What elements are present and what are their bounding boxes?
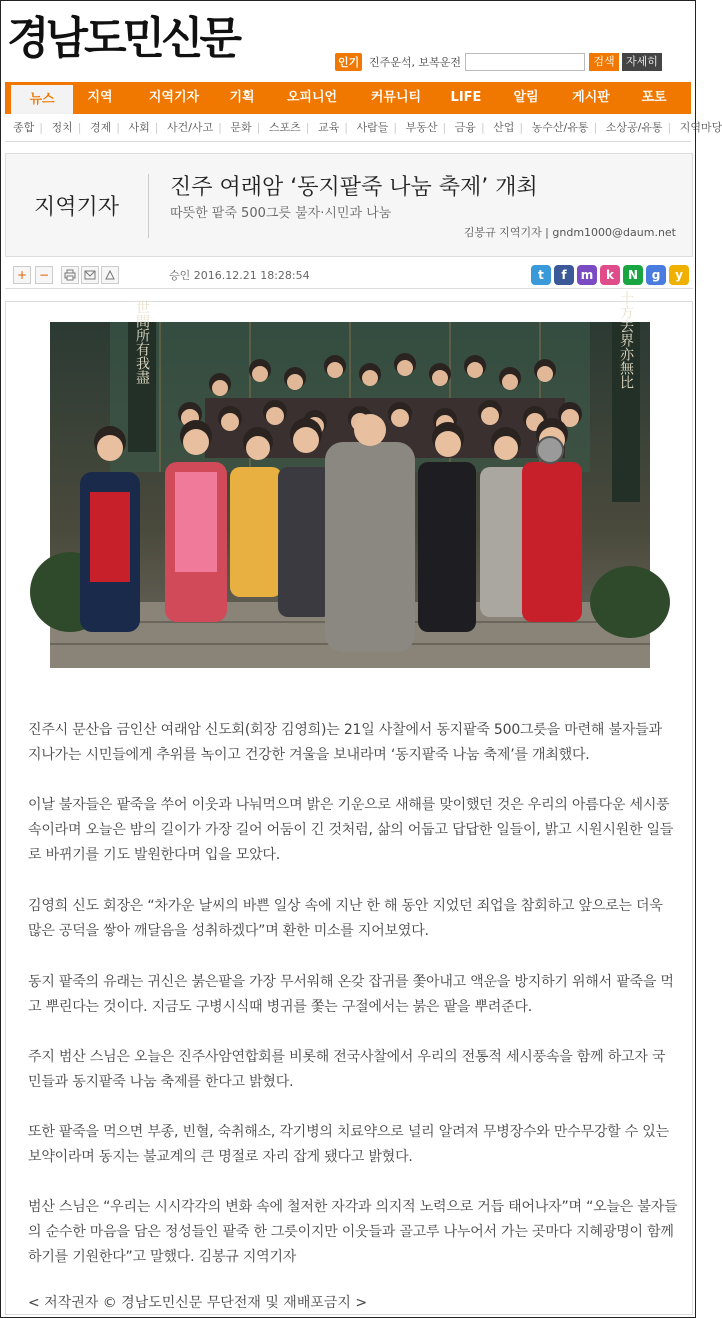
scrap-icon[interactable] [101, 266, 119, 284]
divider: | [480, 121, 485, 134]
nav-item-notice[interactable]: 알림 [513, 90, 539, 105]
subnav-item[interactable]: 교육 [317, 121, 340, 134]
yozm-share-icon[interactable]: y [669, 265, 689, 285]
subnav-item[interactable]: 경제 [89, 121, 112, 134]
nav-item-local-reporter[interactable]: 지역기자 [148, 90, 200, 105]
divider: | [256, 121, 261, 134]
naver-share-icon[interactable]: N [623, 265, 643, 285]
subnav-item[interactable]: 금융 [454, 121, 476, 134]
subnav-item[interactable]: 사건/사고 [166, 121, 214, 134]
article-paragraph: 범산 스님은 “우리는 시시각각의 변화 속에 철저한 자각과 의지적 노력으로 거듭 태어나자”며 “오늘은 불자들의 순수한 마음을 담은 정성들인 팥죽 한 그릇이지만 이웃들과 골고루 나누어서 가는 곳마다 지혜광명이 함께하기를 기원한다”고 말했다. 김봉규 지역기자 [28, 1199, 678, 1265]
font-increase-button[interactable]: + [13, 266, 31, 284]
nav-item-board[interactable]: 게시판 [572, 90, 610, 105]
subnav-item[interactable]: 종합 [13, 121, 35, 134]
main-nav [5, 82, 691, 114]
divider: | [39, 121, 43, 134]
article-paragraph: 진주시 문산읍 금인산 여래암 신도회(회장 김영희)는 21일 사찰에서 동지팥죽 500그릇을 마련해 불자들과 지나가는 시민들에게 추위를 녹이고 건강한 겨울을 보내라며 ‘동지팥죽 나눔 축제’를 개최했다. [28, 722, 662, 763]
detail-search-button[interactable]: 자세히 [622, 53, 662, 71]
divider: | [77, 121, 82, 134]
subnav-item[interactable]: 산업 [493, 121, 515, 134]
approved-timestamp: 승인 2016.12.21 18:28:54 [169, 269, 310, 282]
divider: | [667, 121, 672, 134]
kakao-share-icon[interactable]: k [600, 265, 620, 285]
divider: | [218, 121, 222, 134]
masthead [1, 1, 695, 81]
divider: | [393, 121, 398, 134]
article-paragraph: 이날 불자들은 팥죽을 쑤어 이웃과 나눠먹으며 밝은 기운으로 새해를 맞이했던 것은 우리의 아름다운 세시풍속이라며 오늘은 밤의 길이가 가장 길어 어둠이 긴 것처럼, 삶의 어둡고 답답한 일들이, 밝고 시원시원한 일들로 바뀌기를 기도 발원한다며 입을 모았다. [28, 797, 674, 863]
divider [148, 174, 149, 238]
subnav-item[interactable]: 지역마당 [679, 121, 722, 134]
google-share-icon[interactable]: g [646, 265, 666, 285]
twitter-share-icon[interactable]: t [531, 265, 551, 285]
subnav-item[interactable]: 사람들 [356, 121, 389, 134]
nav-item-photo[interactable]: 포토 [641, 90, 667, 105]
nav-item-life[interactable]: LIFE [450, 90, 482, 105]
nav-item-region[interactable]: 지역 [87, 90, 113, 105]
article-headline: 진주 여래암 ‘동지팥죽 나눔 축제’ 개최 [170, 175, 538, 200]
divider: | [116, 121, 120, 134]
divider: | [593, 121, 598, 134]
article-photo [50, 291, 650, 668]
subnav-item[interactable]: 소상공/유통 [605, 121, 663, 134]
search-button[interactable]: 검색 [589, 53, 619, 71]
print-icon[interactable] [61, 266, 79, 284]
article-body [5, 291, 693, 1315]
nav-item-community[interactable]: 커뮤니티 [370, 90, 422, 105]
subnav-item[interactable]: 정치 [51, 121, 73, 134]
article-header [5, 153, 693, 257]
sub-nav [5, 114, 722, 142]
copyright-notice: < 저작권자 © 경남도민신문 무단전재 및 재배포금지 > [28, 1295, 368, 1311]
photo-sign-right: 十方去界亦無比 [618, 291, 634, 389]
font-decrease-button[interactable]: − [35, 266, 53, 284]
facebook-share-icon[interactable]: f [554, 265, 574, 285]
article-paragraph: 동지 팥죽의 유래는 귀신은 붉은팥을 가장 무서워해 온갖 잡귀를 쫓아내고 액운을 방지하기 위해서 팥죽을 먹고 뿌린다는 것이다. 지금도 구병시식때 병귀를 쫓는 구절에서는 붉은 팥을 뿌려준다. [28, 974, 674, 1015]
divider: | [442, 121, 447, 134]
nav-item-feature[interactable]: 기획 [229, 90, 255, 105]
divider: | [305, 121, 310, 134]
nav-item-news[interactable]: 뉴스 [11, 82, 73, 114]
divider: | [344, 121, 348, 134]
nav-item-opinion[interactable]: 오피니언 [286, 90, 338, 105]
hot-keyword-badge: 인기 [335, 53, 362, 71]
site-logo[interactable]: 경남도민신문 [7, 13, 239, 64]
section-label[interactable]: 지역기자 [34, 195, 120, 220]
article-tools [5, 259, 693, 289]
photo-sign-left: 世間所有我盡 [134, 300, 150, 384]
subnav-item[interactable]: 부동산 [405, 121, 438, 134]
subnav-item[interactable]: 스포츠 [268, 121, 301, 134]
article-paragraph: 주지 범산 스님은 오늘은 진주사암연합회를 비롯해 전국사찰에서 우리의 전통적 세시풍속을 함께 하고자 국민들과 동지팥죽 나눔 축제를 한다고 밝혔다. [28, 1049, 666, 1090]
subnav-item[interactable]: 농수산/유통 [531, 121, 589, 134]
article-byline: 김봉규 지역기자 | gndm1000@daum.net [463, 226, 676, 239]
search-input[interactable] [465, 53, 585, 71]
article-paragraph: 또한 팥죽을 먹으면 부종, 빈혈, 숙취해소, 각기병의 치료약으로 널리 알려져 무병장수와 만수무강할 수 있는 보약이라며 동지는 불교계의 큰 명절로 자리 잡게 됐다고 밝혔다. [28, 1124, 669, 1165]
divider: | [519, 121, 524, 134]
hot-keywords[interactable]: 진주운석, 보복운전 [369, 56, 462, 69]
subnav-item[interactable]: 사회 [128, 121, 150, 134]
subnav-item[interactable]: 문화 [230, 121, 252, 134]
email-icon[interactable] [81, 266, 99, 284]
article-paragraph: 김영희 신도 회장은 “차가운 날씨의 바쁜 일상 속에 지난 한 해 동안 지었던 죄업을 참회하고 앞으로는 더욱 많은 공덕을 쌓아 깨달음을 성취하겠다”며 환한 미소를 지어보였다. [28, 898, 663, 939]
me2day-share-icon[interactable]: m [577, 265, 597, 285]
article-subheadline: 따뜻한 팥죽 500그릇 불자·시민과 나눔 [170, 206, 392, 221]
divider: | [154, 121, 159, 134]
